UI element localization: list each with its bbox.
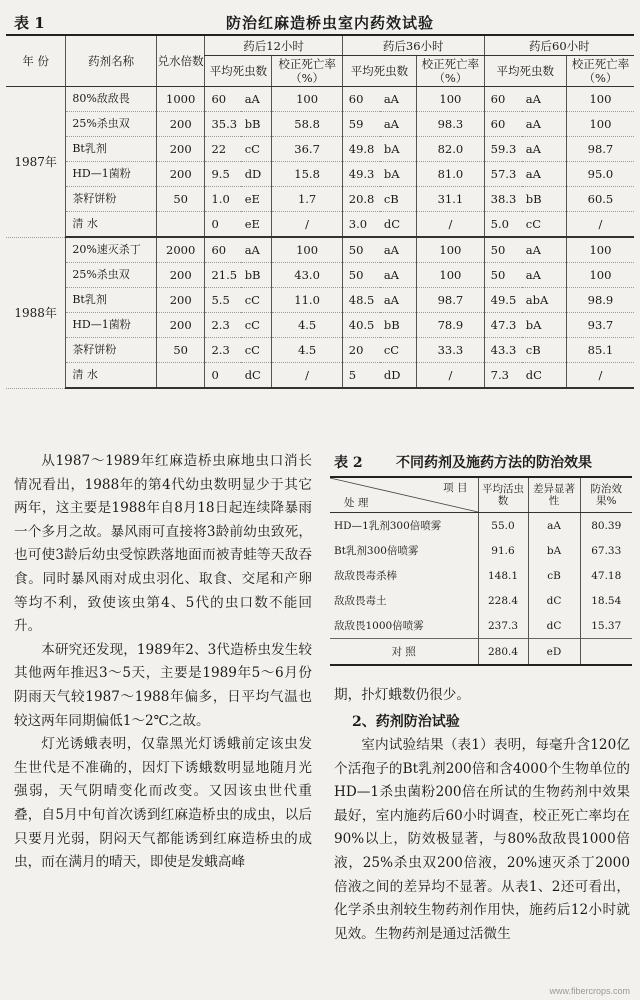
table-row [6, 187, 634, 212]
corrected-mortality-cell: 100 [566, 87, 634, 112]
year-cell: 1988年 [6, 237, 66, 388]
significance-cell: dC [522, 363, 567, 389]
corrected-mortality-cell: 31.1 [417, 187, 485, 212]
avg-dead-cell: 5 [342, 363, 380, 389]
dilution-cell: 200 [156, 137, 205, 162]
avg-dead-cell: 50 [342, 263, 380, 288]
dilution-cell: 50 [156, 338, 205, 363]
significance-cell: aA [380, 288, 417, 313]
significance-cell: aA [522, 162, 567, 187]
avg-dead-cell: 49.5 [484, 288, 522, 313]
avg-dead-cell: 2.3 [205, 313, 241, 338]
table-row [330, 639, 632, 666]
paragraph: 本研究还发现，1989年2、3代造桥虫发生较其他两年推迟3～5天，主要是1989年5～6月份阴雨天气较1987～1988年偏多，日平均气温也较这两年同期偏低1～2℃之故。 [14, 641, 312, 729]
dilution-cell [156, 363, 205, 389]
avg-dead-cell: 21.5 [205, 263, 241, 288]
avg-dead-cell: 20.8 [342, 187, 380, 212]
corrected-mortality-cell: 78.9 [417, 313, 485, 338]
table-row [330, 613, 632, 639]
treatment-cell: Bt乳剂300倍喷雾 [334, 544, 419, 557]
year-cell: 1987年 [6, 87, 66, 238]
significance-cell: abA [522, 288, 567, 313]
table1-title: 防治红麻造桥虫室内药效试验 [225, 14, 434, 32]
corrected-mortality-cell: 11.0 [272, 288, 342, 313]
avg-dead-cell: 50 [484, 237, 522, 263]
body-text-left [14, 450, 312, 875]
avg-dead-cell: 35.3 [205, 112, 241, 137]
treatment-cell: 敌敌畏1000倍喷雾 [334, 619, 424, 632]
corrected-mortality-cell: / [272, 363, 342, 389]
table-row [330, 538, 632, 563]
corrected-mortality-cell: 43.0 [272, 263, 342, 288]
header-corr: 校正死亡率（%） [417, 56, 485, 87]
avg-dead-cell: 60 [205, 87, 241, 112]
corrected-mortality-cell: / [417, 212, 485, 238]
paragraph: 灯光诱蛾表明，仅靠黑光灯诱蛾前定该虫发生世代是不准确的，因灯下诱蛾数明显地随月光强弱，天气阴晴变化而改变。又因该虫世代重叠，自5月中旬首次诱到红麻造桥虫的成虫，以后只要月光弱，阴闷天气都能诱到红麻造桥虫的成虫，而在满月的晴天，即使是发蛾高峰 [14, 736, 312, 871]
header-agent: 药剂名称 [66, 35, 157, 87]
corrected-mortality-cell: 100 [272, 87, 342, 112]
avg-live-cell: 280.4 [478, 639, 528, 666]
avg-live-cell: 55.0 [478, 513, 528, 539]
table-row [6, 363, 634, 389]
avg-dead-cell: 1.0 [205, 187, 241, 212]
table-row [6, 288, 634, 313]
significance-cell: aA [522, 263, 567, 288]
avg-dead-cell: 0 [205, 363, 241, 389]
avg-dead-cell: 49.8 [342, 137, 380, 162]
treatment-cell: 敌敌畏毒土 [334, 594, 387, 607]
avg-dead-cell: 7.3 [484, 363, 522, 389]
table2 [330, 476, 632, 666]
significance-cell: bB [241, 263, 272, 288]
significance-cell: aA [522, 237, 567, 263]
table-row [6, 263, 634, 288]
significance-cell: aA [522, 112, 567, 137]
efficacy-cell: 67.33 [580, 538, 632, 563]
avg-dead-cell: 43.3 [484, 338, 522, 363]
header-group-60h: 药后60小时 [484, 35, 634, 56]
avg-dead-cell: 38.3 [484, 187, 522, 212]
corrected-mortality-cell: 1.7 [272, 187, 342, 212]
agent-name-cell: HD—1菌粉 [66, 313, 157, 338]
dilution-cell: 200 [156, 263, 205, 288]
avg-dead-cell: 60 [342, 87, 380, 112]
significance-cell: bA [380, 137, 417, 162]
corrected-mortality-cell: / [566, 363, 634, 389]
table-row [6, 162, 634, 187]
agent-name-cell: 茶籽饼粉 [66, 187, 157, 212]
agent-name-cell: Bt乳剂 [66, 288, 157, 313]
table2-title: 不同药剂及施药方法的防治效果 [396, 455, 592, 471]
header-avg: 平均死虫数 [484, 56, 566, 87]
corrected-mortality-cell: 100 [566, 263, 634, 288]
avg-dead-cell: 3.0 [342, 212, 380, 238]
avg-dead-cell: 59.3 [484, 137, 522, 162]
corrected-mortality-cell: / [566, 212, 634, 238]
significance-cell: aA [522, 87, 567, 112]
treatment-cell: 敌敌畏毒杀棒 [334, 569, 397, 582]
significance-cell: aA [522, 137, 567, 162]
significance-cell: cC [380, 338, 417, 363]
avg-dead-cell: 50 [342, 237, 380, 263]
dilution-cell: 1000 [156, 87, 205, 112]
body-text-right-first-line: 期，扑灯蛾数仍很少。 [334, 687, 470, 703]
efficacy-cell: 18.54 [580, 588, 632, 613]
header-avg: 平均死虫数 [342, 56, 416, 87]
agent-name-cell: 25%杀虫双 [66, 112, 157, 137]
corrected-mortality-cell: / [417, 363, 485, 389]
header-significance: 差异显著性 [528, 477, 580, 513]
significance-cell: eE [241, 187, 272, 212]
dilution-cell: 50 [156, 187, 205, 212]
agent-name-cell: 清 水 [66, 363, 157, 389]
significance-cell: cB [380, 187, 417, 212]
corrected-mortality-cell: 81.0 [417, 162, 485, 187]
header-year: 年 份 [6, 35, 66, 87]
corrected-mortality-cell: 100 [417, 237, 485, 263]
corrected-mortality-cell: 100 [417, 87, 485, 112]
agent-name-cell: 80%敌敌畏 [66, 87, 157, 112]
corrected-mortality-cell: 100 [417, 263, 485, 288]
efficacy-cell: 80.39 [580, 513, 632, 539]
avg-dead-cell: 2.3 [205, 338, 241, 363]
header-efficacy: 防治效果% [580, 477, 632, 513]
treatment-cell: HD—1乳剂300倍喷雾 [334, 519, 442, 532]
efficacy-cell: 15.37 [580, 613, 632, 639]
significance-cell: dC [528, 588, 580, 613]
table1-label: 表 1 [14, 14, 45, 32]
corrected-mortality-cell: 98.7 [417, 288, 485, 313]
header-group-36h: 药后36小时 [342, 35, 484, 56]
table-row [6, 237, 634, 263]
avg-live-cell: 237.3 [478, 613, 528, 639]
significance-cell: bA [522, 313, 567, 338]
corrected-mortality-cell: 93.7 [566, 313, 634, 338]
significance-cell: aA [241, 237, 272, 263]
treatment-cell: 对 照 [330, 639, 478, 666]
table-row [330, 588, 632, 613]
agent-name-cell: 清 水 [66, 212, 157, 238]
significance-cell: dD [380, 363, 417, 389]
header-corr: 校正死亡率（%） [566, 56, 634, 87]
significance-cell: cB [528, 563, 580, 588]
table-row [6, 338, 634, 363]
corrected-mortality-cell: 100 [566, 237, 634, 263]
avg-dead-cell: 60 [205, 237, 241, 263]
corrected-mortality-cell: 58.8 [272, 112, 342, 137]
dilution-cell: 200 [156, 313, 205, 338]
corrected-mortality-cell: 82.0 [417, 137, 485, 162]
table-row [6, 212, 634, 238]
agent-name-cell: Bt乳剂 [66, 137, 157, 162]
dilution-cell: 200 [156, 288, 205, 313]
header-dilution: 兑水倍数 [156, 35, 205, 87]
table-row [330, 563, 632, 588]
significance-cell: bB [241, 112, 272, 137]
header-group-12h: 药后12小时 [205, 35, 342, 56]
header-corr: 校正死亡率（%） [272, 56, 342, 87]
significance-cell: eD [528, 639, 580, 666]
avg-live-cell: 228.4 [478, 588, 528, 613]
corrected-mortality-cell: 100 [566, 112, 634, 137]
header-diagonal-cell [330, 477, 478, 513]
body-text-right [334, 734, 630, 946]
table1 [6, 34, 634, 389]
avg-dead-cell: 0 [205, 212, 241, 238]
header-treatment: 处 理 [344, 497, 369, 509]
significance-cell: aA [241, 87, 272, 112]
significance-cell: dC [528, 613, 580, 639]
significance-cell: cC [241, 288, 272, 313]
header-avg-live: 平均活虫数 [478, 477, 528, 513]
table-row [330, 513, 632, 539]
corrected-mortality-cell: 4.5 [272, 313, 342, 338]
efficacy-cell: 47.18 [580, 563, 632, 588]
avg-dead-cell: 5.0 [484, 212, 522, 238]
table-row [6, 313, 634, 338]
avg-dead-cell: 47.3 [484, 313, 522, 338]
corrected-mortality-cell: 98.7 [566, 137, 634, 162]
significance-cell: bB [522, 187, 567, 212]
significance-cell: aA [380, 237, 417, 263]
significance-cell: aA [528, 513, 580, 539]
avg-dead-cell: 48.5 [342, 288, 380, 313]
significance-cell: aA [380, 263, 417, 288]
avg-live-cell: 91.6 [478, 538, 528, 563]
dilution-cell: 200 [156, 112, 205, 137]
corrected-mortality-cell: 15.8 [272, 162, 342, 187]
corrected-mortality-cell: 4.5 [272, 338, 342, 363]
significance-cell: bA [380, 162, 417, 187]
agent-name-cell: 25%杀虫双 [66, 263, 157, 288]
avg-dead-cell: 20 [342, 338, 380, 363]
header-item: 项 目 [443, 482, 468, 494]
significance-cell: cC [522, 212, 567, 238]
corrected-mortality-cell: 60.5 [566, 187, 634, 212]
corrected-mortality-cell: 100 [272, 237, 342, 263]
avg-dead-cell: 60 [484, 87, 522, 112]
avg-dead-cell: 49.3 [342, 162, 380, 187]
avg-dead-cell: 59 [342, 112, 380, 137]
table-row [6, 87, 634, 112]
significance-cell: bB [380, 313, 417, 338]
corrected-mortality-cell: / [272, 212, 342, 238]
agent-name-cell: HD—1菌粉 [66, 162, 157, 187]
significance-cell: dC [241, 363, 272, 389]
significance-cell: cC [241, 338, 272, 363]
avg-dead-cell: 5.5 [205, 288, 241, 313]
agent-name-cell: 茶籽饼粉 [66, 338, 157, 363]
avg-dead-cell: 57.3 [484, 162, 522, 187]
table-row [6, 112, 634, 137]
avg-dead-cell: 22 [205, 137, 241, 162]
avg-dead-cell: 60 [484, 112, 522, 137]
avg-live-cell: 148.1 [478, 563, 528, 588]
corrected-mortality-cell: 95.0 [566, 162, 634, 187]
dilution-cell: 2000 [156, 237, 205, 263]
section-heading: 2、药剂防治试验 [352, 714, 460, 730]
corrected-mortality-cell: 33.3 [417, 338, 485, 363]
significance-cell: eE [241, 212, 272, 238]
significance-cell: cC [241, 137, 272, 162]
table-row [6, 137, 634, 162]
table2-label: 表 2 [334, 455, 363, 471]
avg-dead-cell: 9.5 [205, 162, 241, 187]
watermark: www.fibercrops.com [549, 986, 630, 996]
dilution-cell: 200 [156, 162, 205, 187]
header-avg: 平均死虫数 [205, 56, 272, 87]
paragraph: 室内试验结果（表1）表明，每毫升含120亿个活孢子的Bt乳剂200倍和含4000个生物单位的HD—1杀虫菌粉200倍在所试的生物药剂中效果最好，室内施药后60小时调查，校正死亡率均在90%以上，防效极显著，与80%敌敌畏1000倍液，25%杀虫双200倍液，20%速灭杀丁2000倍液之间的差异均不显著。从表1、2还可看出，化学杀虫剂较生物药剂作用快，施药后12小时就见效。生物药剂是通过活微生 [334, 737, 630, 942]
significance-cell: aA [380, 87, 417, 112]
agent-name-cell: 20%速灭杀丁 [66, 237, 157, 263]
dilution-cell [156, 212, 205, 238]
significance-cell: cC [241, 313, 272, 338]
corrected-mortality-cell: 98.3 [417, 112, 485, 137]
efficacy-cell [580, 639, 632, 666]
significance-cell: bA [528, 538, 580, 563]
significance-cell: dC [380, 212, 417, 238]
significance-cell: aA [380, 112, 417, 137]
avg-dead-cell: 50 [484, 263, 522, 288]
paragraph: 从1987～1989年红麻造桥虫麻地虫口消长情况看出，1988年的第4代幼虫数明显少于其它两年，这主要是1988年自8月18日起连续降暴雨一个多月之故。暴风雨可直接将3龄前幼虫致死，也可使3龄后幼虫受惊跌落地面而被青蛙等天敌吞食。同时暴风雨对成虫羽化、取食、交尾和产卵等均不利，致使该虫第4、5代的虫口数不能回升。 [14, 453, 312, 635]
corrected-mortality-cell: 36.7 [272, 137, 342, 162]
corrected-mortality-cell: 85.1 [566, 338, 634, 363]
significance-cell: cB [522, 338, 567, 363]
corrected-mortality-cell: 98.9 [566, 288, 634, 313]
avg-dead-cell: 40.5 [342, 313, 380, 338]
significance-cell: dD [241, 162, 272, 187]
